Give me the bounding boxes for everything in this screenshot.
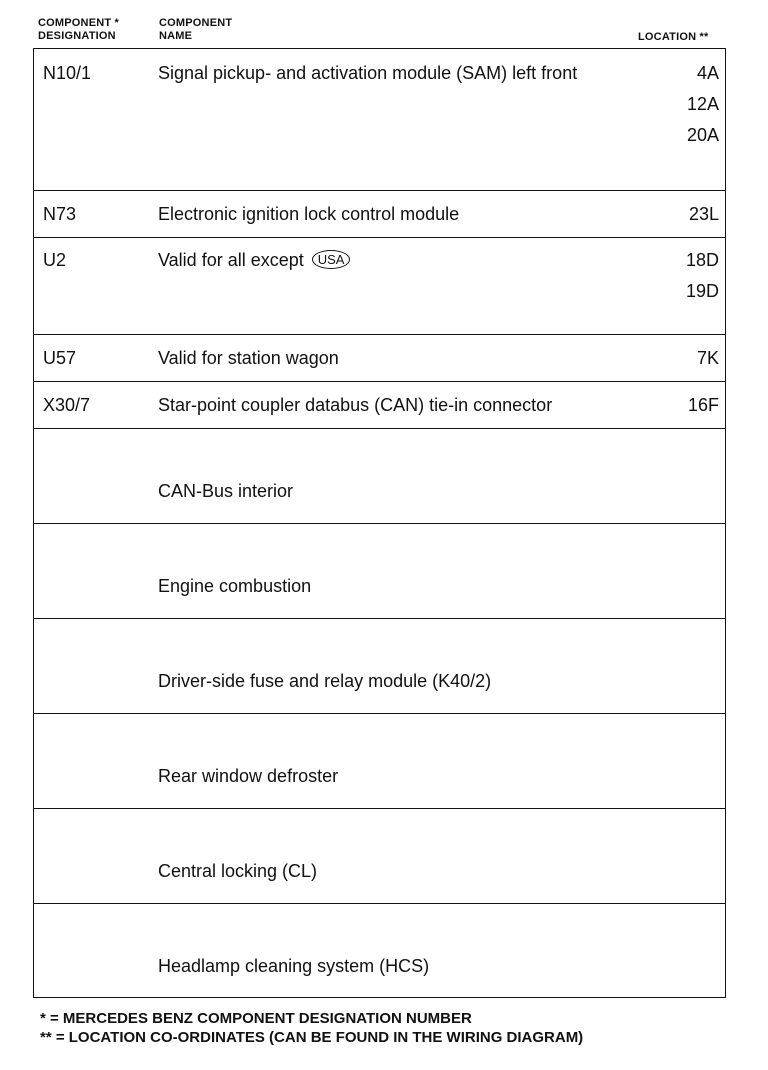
location-value: 12A [686, 94, 719, 114]
table-row [34, 238, 725, 335]
location-value: 23L [688, 204, 719, 224]
header-designation [38, 17, 119, 43]
header-designation-line1: COMPONENT * [38, 17, 120, 29]
table-row [34, 49, 725, 191]
usa-badge: USA [312, 250, 351, 269]
footnote-designation: * = MERCEDES BENZ COMPONENT DESIGNATION NUMBER [40, 1010, 472, 1027]
section-row [34, 524, 725, 619]
name-text: Valid for all except [158, 250, 304, 270]
designation-cell: U57 [43, 348, 77, 368]
designation-cell: N73 [43, 204, 77, 224]
section-row [34, 809, 725, 904]
location-cell [687, 58, 719, 151]
location-cell [689, 199, 719, 230]
header-designation-line2: DESIGNATION [38, 30, 116, 42]
section-title: Central locking (CL) [158, 861, 318, 881]
header-name-line1: COMPONENT [159, 17, 233, 29]
location-cell [686, 245, 719, 307]
designation-cell: N10/1 [43, 63, 92, 83]
section-row [34, 714, 725, 809]
table-row [34, 382, 725, 429]
section-title: Rear window defroster [158, 766, 339, 786]
location-value: 19D [685, 281, 719, 301]
name-cell: Star-point coupler databus (CAN) tie-in connector [158, 395, 553, 415]
location-value: 16F [687, 395, 719, 415]
section-title: Headlamp cleaning system (HCS) [158, 956, 430, 976]
section-title: CAN-Bus interior [158, 481, 294, 501]
header-name [159, 17, 232, 43]
section-row [34, 619, 725, 714]
name-cell: Signal pickup- and activation module (SAM) left front [158, 63, 578, 83]
section-row [34, 429, 725, 524]
name-cell: Electronic ignition lock control module [158, 204, 460, 224]
location-cell [688, 390, 719, 421]
table-row [34, 191, 725, 238]
section-title: Driver-side fuse and relay module (K40/2) [158, 671, 492, 691]
table-row [34, 335, 725, 382]
location-value: 7K [696, 348, 719, 368]
location-value: 4A [696, 63, 719, 83]
footnote-location: ** = LOCATION CO-ORDINATES (CAN BE FOUND IN THE WIRING DIAGRAM) [40, 1029, 584, 1046]
designation-cell: X30/7 [43, 395, 91, 415]
section-row [34, 904, 725, 997]
section-title: Engine combustion [158, 576, 312, 596]
designation-cell: U2 [43, 250, 67, 270]
header-name-line2: NAME [159, 30, 193, 42]
location-value: 18D [685, 250, 719, 270]
name-cell [158, 245, 638, 276]
name-cell: Valid for station wagon [158, 348, 339, 368]
header-location: LOCATION ** [638, 31, 709, 43]
location-value: 20A [686, 125, 719, 145]
component-table [33, 48, 726, 998]
location-cell [697, 343, 719, 374]
